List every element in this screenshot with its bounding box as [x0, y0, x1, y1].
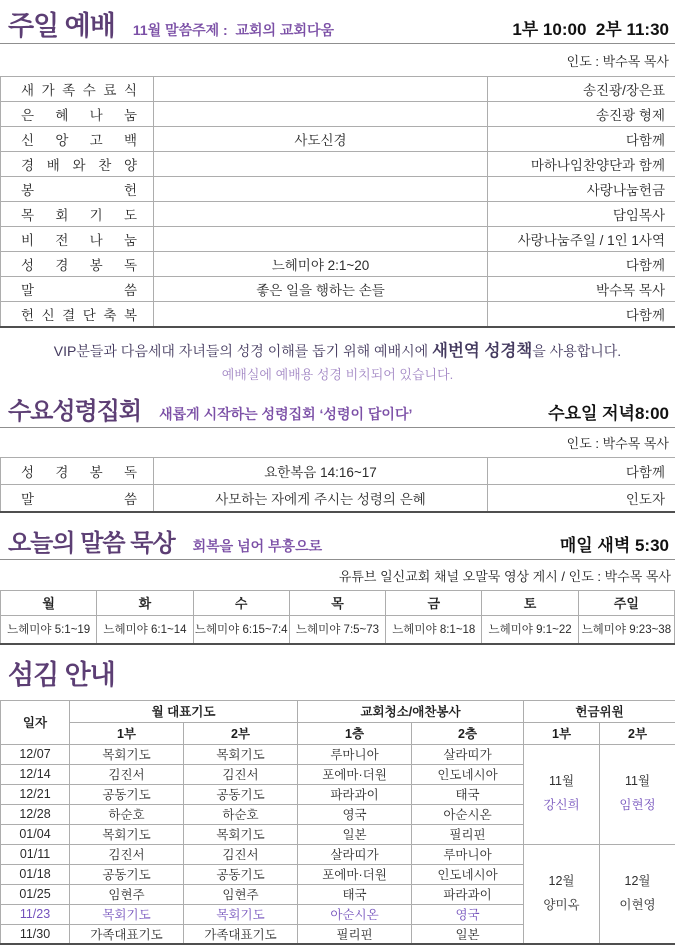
- offering-committee-2: [600, 844, 675, 944]
- order-item-person: 송진광 형제: [488, 102, 675, 127]
- daily-reading: 느헤미야 8:1~18: [386, 615, 482, 644]
- serving-header: [0, 645, 675, 699]
- service-leader: 인도 : 박수목 목사: [566, 54, 669, 70]
- devotion-subtitle: 회복을 넘어 부흥으로: [192, 537, 323, 554]
- col-header-prayer: 월 대표기도: [70, 700, 298, 722]
- daily-reading: 느헤미야 9:23~38: [578, 615, 674, 644]
- meeting-subtitle: 새롭게 시작하는 성령집회 ‘성령이 답이다’: [159, 405, 413, 422]
- roster-floor2: 일본: [412, 924, 524, 944]
- roster-prayer2: 목회기도: [184, 744, 298, 764]
- roster-prayer2: 임현주: [184, 884, 298, 904]
- order-item-content: 느헤미야 2:1~20: [154, 252, 488, 277]
- sub-header-floor2: 2층: [412, 722, 524, 744]
- table-row: [1, 485, 675, 512]
- devotion-schedule-table: [0, 590, 675, 646]
- meeting-leader: 인도 : 박수목 목사: [566, 436, 669, 452]
- service-times: 1부 10:00 2부 11:30: [512, 20, 669, 39]
- daily-reading: 느헤미야 7:5~73: [289, 615, 385, 644]
- roster-prayer2: 목회기도: [184, 904, 298, 924]
- table-row: [1, 615, 675, 644]
- daily-reading: 느헤미야 6:15~7:4: [193, 615, 289, 644]
- roster-prayer2: 공동기도: [184, 784, 298, 804]
- order-item-content: [154, 302, 488, 327]
- section-title: 주일 예배: [8, 11, 115, 41]
- offering-name: 양미옥: [543, 897, 580, 912]
- roster-floor1: 포에마·더원: [298, 864, 412, 884]
- roster-floor1: 태국: [298, 884, 412, 904]
- bible-notice-main: [0, 337, 675, 361]
- youtube-note: 유튜브 일신교회 채널 오말묵 영상 게시 / 인도 : 박수목 목사: [338, 568, 671, 584]
- table-row: [1, 152, 675, 177]
- roster-floor1: 일본: [298, 824, 412, 844]
- roster-floor2: 인도네시아: [412, 864, 524, 884]
- col-header-date: 일자: [1, 700, 70, 744]
- roster-prayer1: 하순호: [70, 804, 184, 824]
- meeting-time: 수요일 저녁8:00: [548, 403, 669, 423]
- table-row: [1, 458, 675, 485]
- roster-date: 12/14: [1, 764, 70, 784]
- notice-suffix: 을 사용합니다.: [532, 342, 622, 359]
- order-item-label: 신 앙 고 백: [1, 127, 154, 152]
- roster-date: 01/04: [1, 824, 70, 844]
- order-item-label: 은 혜 나 눔: [1, 102, 154, 127]
- order-item-person: 다함께: [488, 127, 675, 152]
- order-item-content: 사모하는 자에게 주시는 성령의 은혜: [154, 485, 488, 512]
- roster-floor2: 살라띠가: [412, 744, 524, 764]
- table-row: [1, 590, 675, 615]
- bible-notice: [0, 328, 675, 383]
- sub-header-part2: 2부: [184, 722, 298, 744]
- roster-prayer1: 공동기도: [70, 864, 184, 884]
- sub-header-part1: 1부: [70, 722, 184, 744]
- roster-prayer1: 공동기도: [70, 784, 184, 804]
- offering-committee-2: [600, 744, 675, 844]
- order-item-label: 경 배 와 찬 양: [1, 152, 154, 177]
- bible-notice-sub: 예배실에 예배용 성경 비치되어 있습니다.: [221, 366, 454, 382]
- wednesday-header: [0, 383, 675, 427]
- roster-prayer2: 하순호: [184, 804, 298, 824]
- monthly-theme: 11월 말씀주제 : 교회의 교회다움: [132, 22, 335, 38]
- order-item-label: 말 씀: [1, 277, 154, 302]
- roster-floor1: 포에마·더원: [298, 764, 412, 784]
- table-row: [1, 302, 675, 327]
- roster-prayer1: 가족대표기도: [70, 924, 184, 944]
- offering-month: 12월: [548, 874, 575, 889]
- roster-date: 01/18: [1, 864, 70, 884]
- sub-header-part2: 2부: [600, 722, 675, 744]
- section-title: 수요성령집회: [8, 397, 142, 425]
- order-item-content: 좋은 일을 행하는 손들: [154, 277, 488, 302]
- col-header-cleaning: 교회청소/애찬봉사: [298, 700, 524, 722]
- order-item-person: 다함께: [488, 302, 675, 327]
- daily-reading: 느헤미야 6:1~14: [97, 615, 193, 644]
- day-header: 금: [386, 590, 482, 615]
- order-item-content: [154, 102, 488, 127]
- devotion-time: 매일 새벽 5:30: [559, 535, 669, 555]
- roster-prayer1: 김진서: [70, 844, 184, 864]
- table-row: [1, 277, 675, 302]
- day-header: 주일: [578, 590, 674, 615]
- roster-prayer1: 목회기도: [70, 904, 184, 924]
- table-row: [1, 700, 675, 722]
- sunday-header: [0, 0, 675, 43]
- order-item-label: 봉 헌: [1, 177, 154, 202]
- order-item-label: 성 경 봉 독: [1, 458, 154, 485]
- table-row: [1, 844, 675, 864]
- table-row: [1, 252, 675, 277]
- roster-date: 12/07: [1, 744, 70, 764]
- offering-name: 강신희: [543, 798, 580, 813]
- order-item-content: [154, 177, 488, 202]
- wednesday-order-table: [0, 457, 675, 513]
- roster-floor1: 필리핀: [298, 924, 412, 944]
- day-header: 화: [97, 590, 193, 615]
- sub-header-floor1: 1층: [298, 722, 412, 744]
- roster-floor1: 살라띠가: [298, 844, 412, 864]
- roster-floor2: 인도네시아: [412, 764, 524, 784]
- offering-name: 이현영: [619, 897, 656, 912]
- offering-month: 12월: [624, 874, 651, 889]
- roster-prayer1: 임현주: [70, 884, 184, 904]
- notice-prefix: VIP분들과 다음세대 자녀들의 성경 이해를 돕기 위해 예배시에: [53, 342, 433, 359]
- table-row: [1, 227, 675, 252]
- order-item-person: 송진광/장은표: [488, 77, 675, 102]
- roster-floor2: 태국: [412, 784, 524, 804]
- day-header: 토: [482, 590, 578, 615]
- order-item-label: 말 씀: [1, 485, 154, 512]
- roster-date: 01/25: [1, 884, 70, 904]
- order-item-label: 헌 신 결 단 축 복: [1, 302, 154, 327]
- day-header: 목: [289, 590, 385, 615]
- table-row: [1, 77, 675, 102]
- roster-floor1: 파라과이: [298, 784, 412, 804]
- roster-floor2: 필리핀: [412, 824, 524, 844]
- day-header: 수: [193, 590, 289, 615]
- roster-prayer1: 목회기도: [70, 824, 184, 844]
- offering-month: 11월: [625, 774, 651, 789]
- order-item-person: 다함께: [488, 458, 675, 485]
- roster-date: 12/21: [1, 784, 70, 804]
- roster-floor1: 아순시온: [298, 904, 412, 924]
- worship-order-table: [0, 76, 675, 328]
- roster-prayer2: 김진서: [184, 844, 298, 864]
- order-item-person: 마하나임찬양단과 함께: [488, 152, 675, 177]
- roster-floor1: 영국: [298, 804, 412, 824]
- order-item-label: 비 전 나 눔: [1, 227, 154, 252]
- order-item-content: [154, 227, 488, 252]
- table-row: [1, 177, 675, 202]
- order-item-person: 인도자: [488, 485, 675, 512]
- roster-prayer2: 가족대표기도: [184, 924, 298, 944]
- serving-roster-table: [0, 700, 675, 946]
- roster-date: 01/11: [1, 844, 70, 864]
- table-row: [1, 127, 675, 152]
- order-item-content: 사도신경: [154, 127, 488, 152]
- table-row: [1, 202, 675, 227]
- roster-date: 11/23: [1, 904, 70, 924]
- roster-date: 11/30: [1, 924, 70, 944]
- order-item-content: [154, 152, 488, 177]
- wednesday-meeting-section: [0, 383, 675, 513]
- order-item-person: 사랑나눔헌금: [488, 177, 675, 202]
- col-header-offering: 헌금위원: [524, 700, 675, 722]
- roster-floor2: 아순시온: [412, 804, 524, 824]
- roster-prayer2: 김진서: [184, 764, 298, 784]
- sunday-worship-section: [0, 0, 675, 383]
- order-item-content: 요한복음 14:16~17: [154, 458, 488, 485]
- roster-floor2: 파라과이: [412, 884, 524, 904]
- order-item-label: 목 회 기 도: [1, 202, 154, 227]
- order-item-person: 다함께: [488, 252, 675, 277]
- order-item-label: 성 경 봉 독: [1, 252, 154, 277]
- day-header: 월: [1, 590, 97, 615]
- table-row: [1, 102, 675, 127]
- daily-devotion-section: [0, 513, 675, 646]
- notice-emphasis: 새번역 성경책: [432, 341, 533, 360]
- roster-prayer2: 목회기도: [184, 824, 298, 844]
- order-item-content: [154, 202, 488, 227]
- roster-floor2: 영국: [412, 904, 524, 924]
- daily-reading: 느헤미야 9:1~22: [482, 615, 578, 644]
- order-item-person: 담임목사: [488, 202, 675, 227]
- section-title: 오늘의 말씀 묵상: [8, 529, 175, 557]
- offering-month: 11월: [549, 774, 575, 789]
- offering-committee-1: [524, 744, 600, 844]
- order-item-person: 사랑나눔주일 / 1인 1사역: [488, 227, 675, 252]
- roster-floor1: 루마니아: [298, 744, 412, 764]
- roster-prayer1: 목회기도: [70, 744, 184, 764]
- daily-header: [0, 513, 675, 559]
- daily-reading: 느헤미야 5:1~19: [1, 615, 97, 644]
- offering-name: 임현정: [619, 798, 656, 813]
- order-item-person: 박수목 목사: [488, 277, 675, 302]
- order-item-content: [154, 77, 488, 102]
- table-row: [1, 722, 675, 744]
- table-row: [1, 744, 675, 764]
- roster-date: 12/28: [1, 804, 70, 824]
- order-item-label: 새 가 족 수 료 식: [1, 77, 154, 102]
- serving-guide-section: [0, 645, 675, 945]
- sub-header-part1: 1부: [524, 722, 600, 744]
- roster-prayer1: 김진서: [70, 764, 184, 784]
- offering-committee-1: [524, 844, 600, 944]
- section-title: 섬김 안내: [8, 660, 115, 691]
- roster-floor2: 루마니아: [412, 844, 524, 864]
- roster-prayer2: 공동기도: [184, 864, 298, 884]
